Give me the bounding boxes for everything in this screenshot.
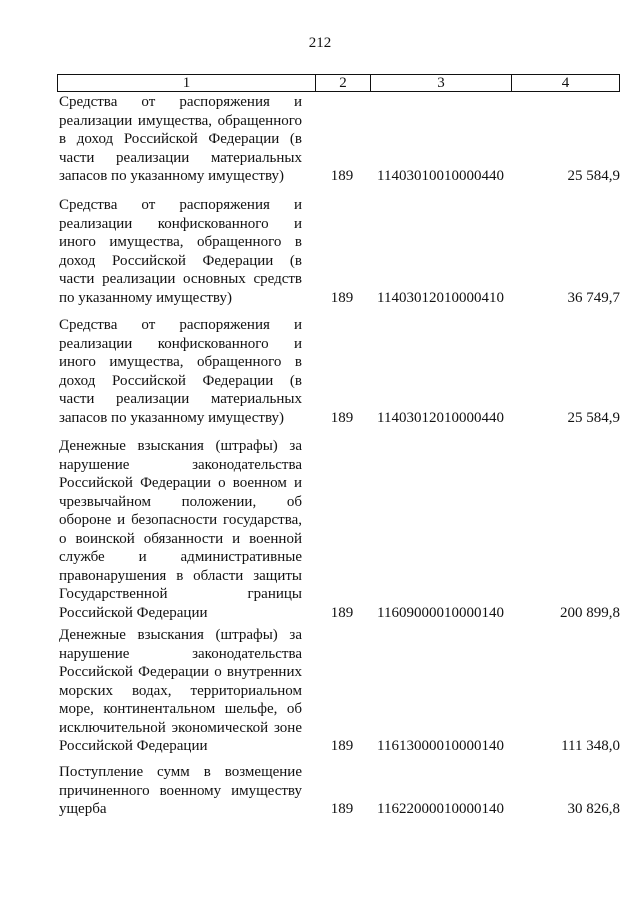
row-budget-code: 11609000010000140 xyxy=(377,604,504,621)
row-name-line: о воинской обязанности и военной xyxy=(59,530,302,547)
row-budget-code: 11622000010000140 xyxy=(377,801,504,817)
revenue-table xyxy=(57,74,620,817)
row-admin-code: 189 xyxy=(330,738,354,754)
row-name-line: по указанному имуществу) xyxy=(59,289,232,306)
row-name-line: реализации конфискованного и xyxy=(59,215,302,232)
row-name-line: Денежные взыскания (штрафы) за xyxy=(59,627,302,643)
header-col-1: 1 xyxy=(58,75,316,91)
row-name-line: реализации имущества, обращенного xyxy=(59,112,302,129)
row-name-line: Поступление сумм в возмещение xyxy=(59,764,302,780)
row-name-line: службе и административные xyxy=(59,549,302,565)
row-name-line: Средства от распоряжения и xyxy=(59,317,302,333)
row-budget-code: 11403012010000440 xyxy=(377,409,504,426)
row-amount: 30 826,8 xyxy=(567,801,620,817)
page-number: 212 xyxy=(308,35,332,51)
row-name xyxy=(59,437,302,622)
row-name-line: доход Российской Федерации (в xyxy=(59,372,302,389)
row-name-line: обороне и безопасности государства, xyxy=(59,512,302,528)
row-name-line: запасов по указанному имуществу) xyxy=(59,409,285,426)
row-amount: 200 899,8 xyxy=(560,604,620,621)
row-admin-code: 189 xyxy=(330,168,354,184)
row-name xyxy=(59,626,302,756)
header-col-4: 4 xyxy=(561,75,570,91)
row-budget-code: 11403012010000410 xyxy=(377,289,504,306)
row-name-line: части реализации основных средств xyxy=(59,271,302,287)
row-name-line: Российской Федерации о военном и xyxy=(59,475,302,491)
row-name xyxy=(59,316,302,427)
row-name-line: Российской Федерации xyxy=(59,604,208,621)
row-amount: 25 584,9 xyxy=(567,409,620,426)
row-name-line: в доход Российской Федерации (в xyxy=(59,131,302,147)
header-col-3: 3 xyxy=(371,75,512,91)
row-name-line: Государственной границы xyxy=(59,586,302,602)
row-name xyxy=(59,93,302,186)
row-name-line: морских водах, территориальном xyxy=(59,682,302,699)
row-amount: 36 749,7 xyxy=(567,289,620,306)
row-admin-code: 189 xyxy=(330,409,354,426)
row-admin-code: 189 xyxy=(330,289,354,306)
row-name-line: Российской Федерации xyxy=(59,738,208,754)
row-name-line: море, континентальном шельфе, об xyxy=(59,701,302,717)
row-admin-code: 189 xyxy=(330,801,354,817)
row-name-line: ущерба xyxy=(59,801,107,817)
row-name-line: нарушение законодательства xyxy=(59,456,302,473)
row-budget-code: 11613000010000140 xyxy=(377,738,504,754)
row-name-line: причиненного военному имуществу xyxy=(59,782,302,799)
row-name-line: Российской Федерации о внутренних xyxy=(59,664,302,680)
row-admin-code: 189 xyxy=(330,604,354,621)
row-amount: 25 584,9 xyxy=(567,168,620,184)
table-header-row xyxy=(57,74,620,92)
row-name-line: Денежные взыскания (штрафы) за xyxy=(59,438,302,454)
row-name-line: нарушение законодательства xyxy=(59,645,302,662)
header-col-2: 2 xyxy=(316,75,371,91)
row-name-line: исключительной экономической зоне xyxy=(59,719,302,736)
row-name-line: Средства от распоряжения и xyxy=(59,94,302,110)
row-name-line: части реализации материальных xyxy=(59,149,302,166)
row-name-line: части реализации материальных xyxy=(59,391,302,407)
row-name-line: иного имущества, обращенного в xyxy=(59,354,302,370)
row-name-line: доход Российской Федерации (в xyxy=(59,252,302,269)
row-name-line: чрезвычайном положении, об xyxy=(59,493,302,510)
row-name-line: Средства от распоряжения и xyxy=(59,197,302,213)
row-name-line: правонарушения в области защиты xyxy=(59,567,302,584)
row-budget-code: 11403010010000440 xyxy=(377,168,504,184)
row-name-line: реализации конфискованного и xyxy=(59,335,302,352)
row-name xyxy=(59,196,302,307)
row-name-line: запасов по указанному имуществу) xyxy=(59,168,285,184)
row-name-line: иного имущества, обращенного в xyxy=(59,234,302,250)
row-name xyxy=(59,763,302,819)
row-amount: 111 348,0 xyxy=(561,738,620,754)
